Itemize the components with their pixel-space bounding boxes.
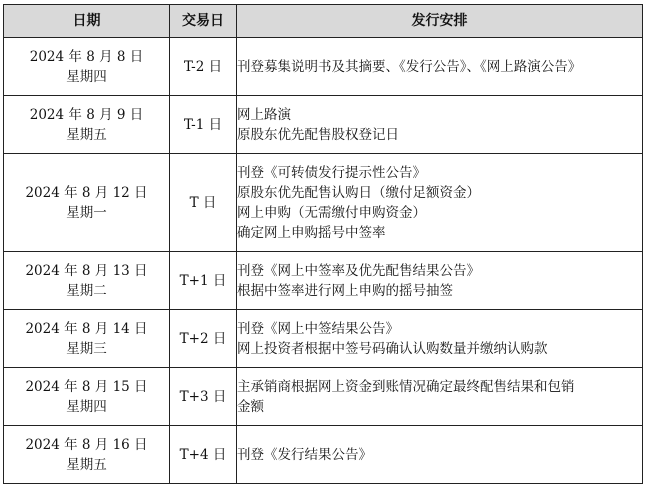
trading-day-cell: T+3 日 — [170, 368, 237, 426]
arrangement-line: 网上路演 — [237, 106, 291, 123]
arrangement-line: 根据中签率进行网上申购的摇号抽签 — [237, 282, 453, 299]
date-cell — [4, 426, 170, 484]
table-row — [4, 310, 643, 368]
weekday-text: 星期四 — [66, 398, 107, 415]
arrangement-line: 金额 — [237, 398, 264, 415]
header-trading-day: 交易日 — [170, 5, 237, 38]
table-row — [4, 426, 643, 484]
arrangement-cell — [237, 426, 643, 484]
arrangement-line: 刊登《网上中签结果公告》 — [237, 320, 399, 337]
arrangement-cell — [237, 368, 643, 426]
arrangement-line: 刊登《可转债发行提示性公告》 — [237, 164, 426, 181]
header-date: 日期 — [4, 5, 170, 38]
date-cell — [4, 252, 170, 310]
weekday-text: 星期五 — [66, 456, 107, 473]
table-row — [4, 252, 643, 310]
arrangement-cell — [237, 310, 643, 368]
date-text: 2024 年 8 月 16 日 — [25, 436, 148, 453]
header-arrangement: 发行安排 — [237, 5, 643, 38]
table-row — [4, 38, 643, 96]
arrangement-line: 刊登募集说明书及其摘要、《发行公告》、《网上路演公告》 — [237, 58, 582, 75]
arrangement-cell — [237, 96, 643, 154]
weekday-text: 星期一 — [66, 204, 107, 221]
weekday-text: 星期四 — [66, 68, 107, 85]
trading-day-cell: T 日 — [170, 154, 237, 252]
trading-day-cell: T-1 日 — [170, 96, 237, 154]
date-text: 2024 年 8 月 15 日 — [25, 378, 148, 395]
date-cell — [4, 38, 170, 96]
arrangement-line: 原股东优先配售认购日（缴付足额资金） — [237, 184, 480, 201]
weekday-text: 星期二 — [66, 282, 107, 299]
weekday-text: 星期五 — [66, 126, 107, 143]
trading-day-cell: T+1 日 — [170, 252, 237, 310]
table-row — [4, 154, 643, 252]
date-text: 2024 年 8 月 8 日 — [29, 48, 144, 65]
date-cell — [4, 96, 170, 154]
arrangement-cell — [237, 252, 643, 310]
date-text: 2024 年 8 月 13 日 — [25, 262, 148, 279]
table-row — [4, 368, 643, 426]
table-row — [4, 96, 643, 154]
arrangement-cell — [237, 38, 643, 96]
weekday-text: 星期三 — [66, 340, 107, 357]
date-cell — [4, 310, 170, 368]
trading-day-cell: T+2 日 — [170, 310, 237, 368]
trading-day-cell: T-2 日 — [170, 38, 237, 96]
arrangement-line: 主承销商根据网上资金到账情况确定最终配售结果和包销 — [237, 378, 575, 395]
date-cell — [4, 154, 170, 252]
date-text: 2024 年 8 月 9 日 — [29, 106, 144, 123]
arrangement-line: 网上申购（无需缴付申购资金） — [237, 204, 426, 221]
arrangement-cell — [237, 154, 643, 252]
date-text: 2024 年 8 月 12 日 — [25, 184, 148, 201]
arrangement-line: 确定网上申购摇号中签率 — [237, 224, 386, 241]
trading-day-cell: T+4 日 — [170, 426, 237, 484]
arrangement-line: 原股东优先配售股权登记日 — [237, 126, 399, 143]
arrangement-line: 刊登《发行结果公告》 — [237, 446, 372, 463]
arrangement-line: 网上投资者根据中签号码确认认购数量并缴纳认购款 — [237, 340, 548, 357]
arrangement-line: 刊登《网上中签率及优先配售结果公告》 — [237, 262, 480, 279]
schedule-table-wrapper — [3, 4, 643, 484]
issuance-schedule-table — [3, 4, 643, 484]
header-row — [4, 5, 643, 38]
date-cell — [4, 368, 170, 426]
date-text: 2024 年 8 月 14 日 — [25, 320, 148, 337]
